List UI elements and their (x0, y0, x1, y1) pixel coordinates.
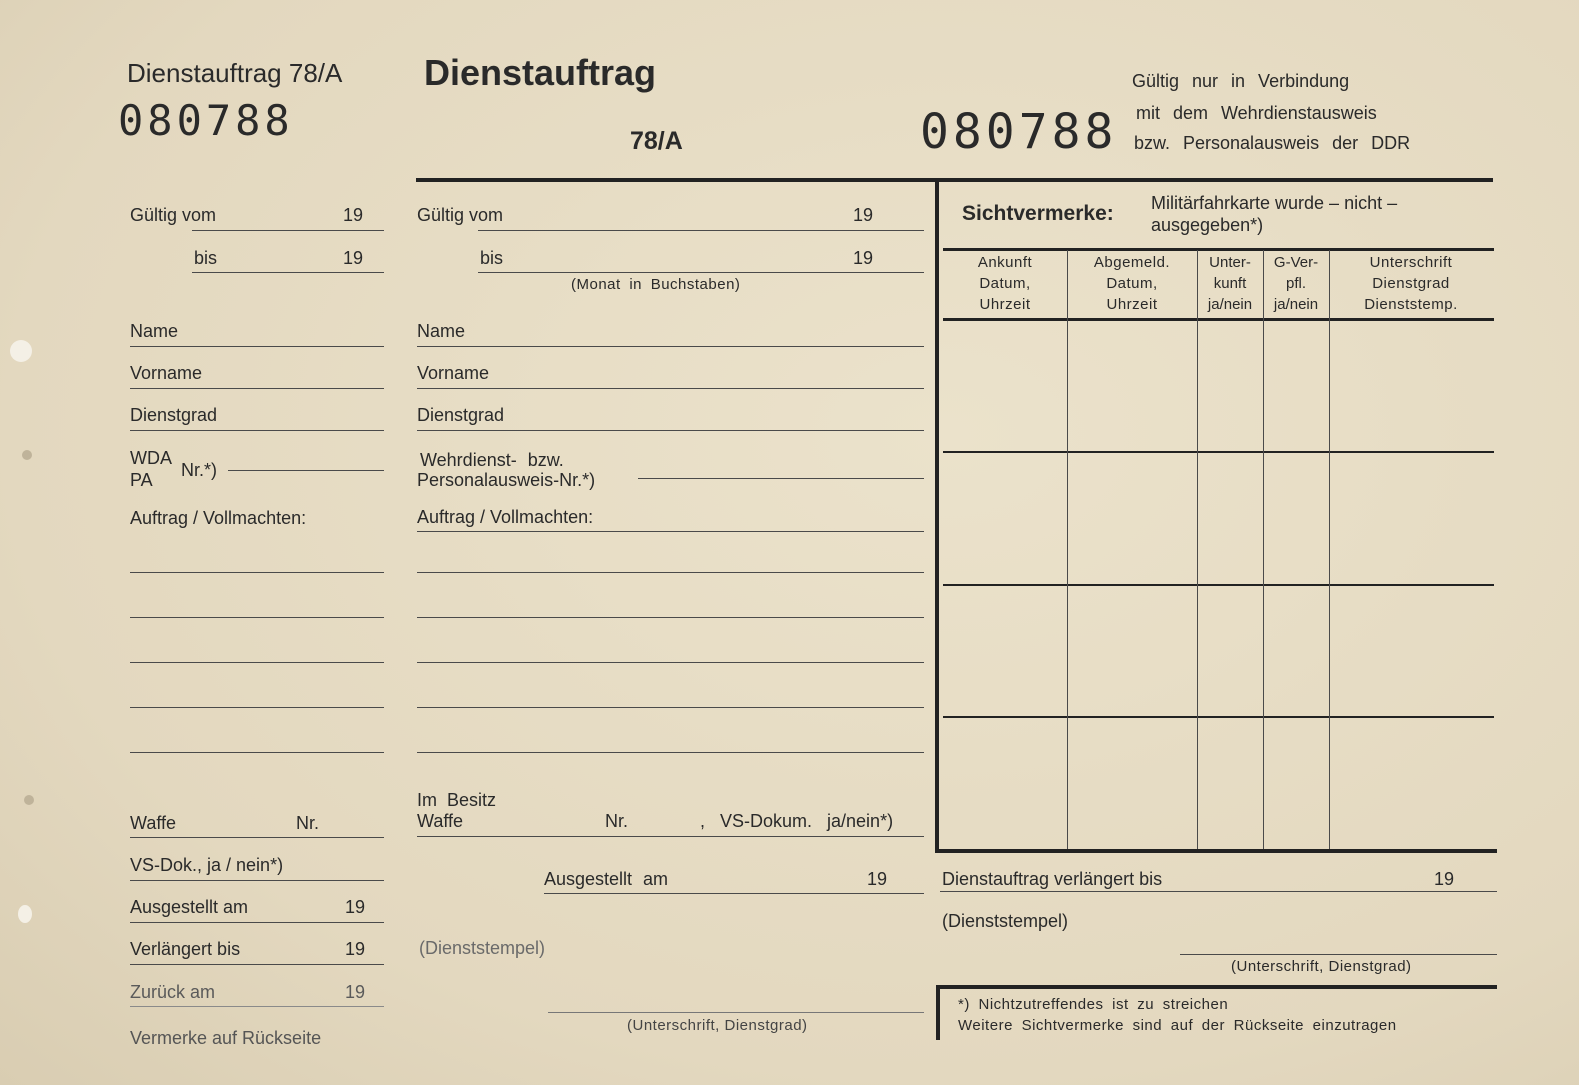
stub-line (130, 430, 384, 431)
main-wehrdienst-label-1: Wehrdienst- bzw. (420, 450, 564, 470)
stub-zurueck-label: Zurück am (130, 982, 216, 1002)
stub-dienstgrad-label: Dienstgrad (130, 405, 218, 425)
main-vorname-label: Vorname (417, 363, 490, 383)
col-header-text: Unterschrift (1369, 254, 1453, 271)
stub-year: 19 (343, 248, 364, 268)
footnote-top-rule (936, 985, 1497, 989)
main-line (548, 1012, 924, 1013)
stub-year: 19 (345, 897, 366, 917)
main-line (417, 617, 924, 618)
sicht-verlaengert-label: Dienstauftrag verlängert bis (942, 869, 1163, 889)
stub-waffe-nr-label: Nr. (296, 813, 320, 833)
validity-note-line2: mit dem Wehrdienstausweis (1136, 103, 1377, 123)
col-header-text: G-Ver- (1273, 254, 1319, 271)
col-header-text: Uhrzeit (979, 296, 1031, 313)
validity-note-line1: Gültig nur in Verbindung (1132, 71, 1350, 91)
stub-vermerke-label: Vermerke auf Rückseite (130, 1028, 322, 1048)
col-header-text: pfl. (1285, 275, 1306, 292)
col-header-gverpfl (1264, 252, 1328, 315)
main-line (417, 707, 924, 708)
stub-line (130, 1006, 384, 1007)
stub-ausgestellt-label: Ausgestellt am (130, 897, 249, 917)
col-header-text: Unter- (1209, 254, 1251, 271)
stub-line (130, 880, 384, 881)
stub-name-label: Name (130, 321, 179, 341)
stub-verlaengert-label: Verlängert bis (130, 939, 241, 959)
main-auftrag-label: Auftrag / Vollmachten: (417, 507, 594, 527)
main-title: Dienstauftrag (424, 52, 657, 93)
fahrkarte-line2: ausgegeben*) (1151, 215, 1264, 235)
main-bis-label: bis (480, 248, 504, 268)
main-dienstgrad-label: Dienstgrad (417, 405, 505, 425)
main-name-label: Name (417, 321, 466, 341)
stub-line (130, 617, 384, 618)
main-unterschrift-label: (Unterschrift, Dienstgrad) (627, 1017, 808, 1034)
stub-pa-label: PA (130, 470, 153, 490)
stub-line (192, 230, 384, 231)
main-line (417, 388, 924, 389)
sicht-unterschrift-label: (Unterschrift, Dienstgrad) (1231, 958, 1412, 975)
sicht-header-bottom (943, 318, 1494, 321)
punch-hole (22, 450, 32, 460)
col-header-text: Dienstgrad (1372, 275, 1450, 292)
sicht-title: Sichtvermerke: (962, 202, 1114, 225)
footnote-line1: *) Nichtzutreffendes ist zu streichen (958, 996, 1229, 1013)
sicht-left-border (935, 180, 939, 852)
stub-line (130, 922, 384, 923)
main-ausgestellt-label: Ausgestellt am (544, 869, 669, 889)
stub-serial: 080788 (118, 96, 294, 145)
col-header-abgemeld (1069, 252, 1195, 315)
main-line (638, 478, 924, 479)
main-line (417, 531, 924, 532)
stub-waffe-label: Waffe (130, 813, 177, 833)
main-year: 19 (853, 248, 874, 268)
validity-note-line3: bzw. Personalausweis der DDR (1134, 133, 1411, 153)
col-header-text: Uhrzeit (1106, 296, 1158, 313)
stub-gueltig-label: Gültig vom (130, 205, 217, 225)
stub-line (130, 837, 384, 838)
stub-line (130, 346, 384, 347)
stub-line (130, 707, 384, 708)
stub-year: 19 (345, 982, 366, 1002)
main-dienststempel-label: (Dienststempel) (419, 938, 546, 958)
stub-vsdok-label: VS-Dok., ja / nein*) (130, 855, 284, 875)
stub-vorname-label: Vorname (130, 363, 203, 383)
sicht-year: 19 (1434, 869, 1455, 889)
main-line (417, 836, 924, 837)
col-header-text: ja/nein (1273, 296, 1319, 313)
sicht-row-line (943, 584, 1494, 586)
stub-line (228, 470, 384, 471)
main-year: 19 (867, 869, 888, 889)
sicht-col-line (1197, 250, 1198, 849)
main-waffe-label: Waffe (417, 811, 464, 831)
col-header-unterschrift (1331, 252, 1491, 315)
col-header-text: kunft (1213, 275, 1247, 292)
col-header-text: Datum, (1106, 275, 1158, 292)
stub-line (130, 752, 384, 753)
main-vsdok-label: , VS-Dokum. ja/nein*) (700, 811, 894, 831)
col-header-text: ja/nein (1207, 296, 1253, 313)
main-wehrdienst-label-2: Personalausweis-Nr.*) (417, 470, 596, 490)
punch-hole (18, 905, 32, 923)
main-line (478, 272, 924, 273)
main-line (417, 572, 924, 573)
stub-nr-label: Nr.*) (181, 460, 217, 480)
stub-line (130, 964, 384, 965)
col-header-text: Dienststemp. (1364, 296, 1458, 313)
fahrkarte-line1: Militärfahrkarte wurde – nicht – (1151, 193, 1398, 213)
col-header-ankunft (945, 252, 1065, 315)
stub-auftrag-label: Auftrag / Vollmachten: (130, 508, 307, 528)
main-year: 19 (853, 205, 874, 225)
main-subtitle: 78/A (630, 127, 683, 155)
main-line (417, 752, 924, 753)
stub-line (130, 662, 384, 663)
col-header-text: Datum, (979, 275, 1031, 292)
stub-year: 19 (343, 205, 364, 225)
sicht-col-line (1329, 250, 1330, 849)
main-line (478, 230, 924, 231)
main-line (417, 430, 924, 431)
main-line (544, 893, 924, 894)
main-gueltig-label: Gültig vom (417, 205, 504, 225)
im-besitz-label: Im Besitz (417, 790, 497, 810)
main-line (417, 346, 924, 347)
punch-hole (24, 795, 34, 805)
stub-line (130, 388, 384, 389)
header-rule (416, 178, 1493, 182)
sicht-row-line (943, 716, 1494, 718)
col-header-text: Ankunft (977, 254, 1033, 271)
col-header-unterkunft (1198, 252, 1262, 315)
punch-hole (10, 340, 32, 362)
stub-line (130, 572, 384, 573)
stub-bis-label: bis (194, 248, 218, 268)
stub-year: 19 (345, 939, 366, 959)
stub-title: Dienstauftrag 78/A (127, 58, 343, 88)
monat-hint: (Monat in Buchstaben) (571, 276, 741, 293)
stub-line (192, 272, 384, 273)
stub-wda-label: WDA (130, 448, 172, 468)
main-waffe-nr-label: Nr. (605, 811, 629, 831)
sicht-row-line (943, 451, 1494, 453)
sicht-line (940, 891, 1497, 892)
sicht-table-bottom (935, 849, 1497, 853)
main-line (417, 662, 924, 663)
footnote-left-rule (936, 985, 940, 1040)
col-header-text: Abgemeld. (1093, 254, 1171, 271)
main-serial: 080788 (920, 104, 1118, 160)
sicht-table-top (943, 248, 1494, 251)
sicht-col-line (1263, 250, 1264, 849)
sicht-dienststempel-label: (Dienststempel) (942, 911, 1069, 931)
footnote-line2: Weitere Sichtvermerke sind auf der Rückseite einzutragen (958, 1017, 1397, 1034)
sicht-line (1180, 954, 1497, 955)
sicht-col-line (1067, 250, 1068, 849)
